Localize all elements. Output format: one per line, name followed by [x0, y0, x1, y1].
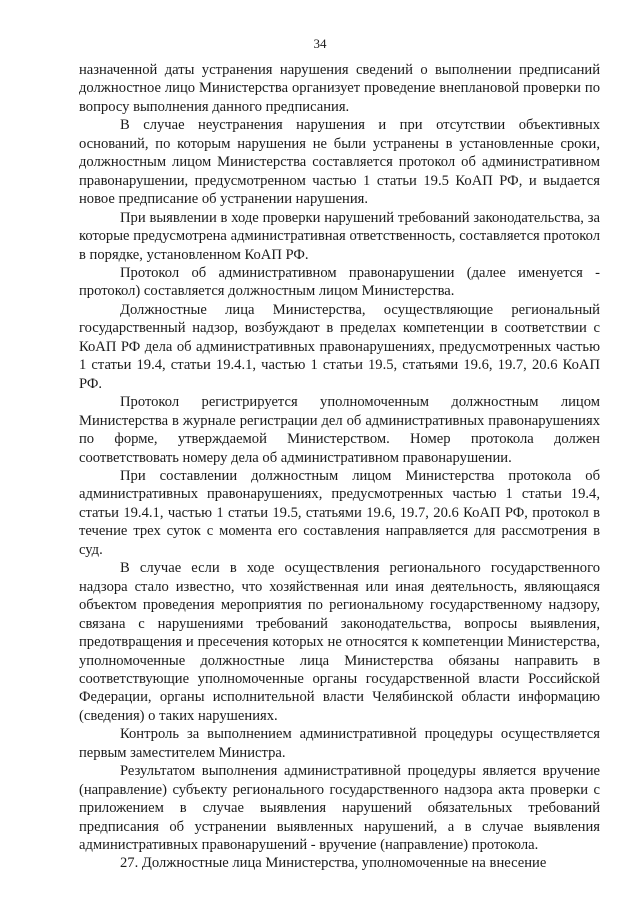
- paragraph-protocol-registration: Протокол регистрируется уполномоченным должностным лицом Министерства в журнале регистрации дел об административных правонарушениях по форме, утверждаемой Министерством. Номер протокола должен соответствовать номеру дела об административном правонарушении.: [79, 394, 600, 466]
- paragraph-protocol-definition: Протокол об административном правонарушении (далее именуется - протокол) составляется должностным лицом Министерства.: [79, 264, 600, 300]
- paragraph-non-elimination: В случае неустранения нарушения и при отсутствии объективных оснований, по которым нарушения не были устранены в установленные сроки, должностным лицом Министерства составляется протокол об административном правонарушении, предусмотренном частью 1 статьи 19.5 КоАП РФ, и выдается новое предписание об устранении нарушения.: [79, 117, 600, 208]
- paragraph-officials-initiate-cases: Должностные лица Министерства, осуществляющие региональный государственный надзор, возбуждают в пределах компетенции в соответствии с КоАП РФ дела об административных правонарушениях, предусмотренных частью 1 статьи 19.4, статьи 19.4.1, частью 1 статьи 19.5, статьями 19.6, 19.7, 20.6 КоАП РФ.: [79, 301, 600, 392]
- paragraph-other-authorities: В случае если в ходе осуществления регионального государственного надзора стало известно, что хозяйственная или иная деятельность, являющаяся объектом проведения мероприятия по региональному государственному надзору, связана с нарушениями требований законодательства, вопросы выявления, предотвращения и пресечения которых не относятся к компетенции Министерства, уполномоченные должностные лица Министерства обязаны направить в соответствующие уполномоченные органы государственной власти Российской Федерации, органы исполнительной власти Челябинской области информацию (сведения) о таких нарушениях.: [79, 560, 600, 724]
- page-number: 34: [313, 36, 327, 51]
- paragraph-item-27: 27. Должностные лица Министерства, уполномоченные на внесение: [120, 855, 547, 872]
- document-body: [79, 61, 600, 873]
- paragraph-result: Результатом выполнения административной процедуры является вручение (направление) субъекту регионального государственного надзора акта проверки с приложением в случае выявления нарушений обязательных требований предписания об устранении выявленных нарушений, а в случае выявления административных правонарушений - вручение (направление) протокола.: [79, 763, 600, 854]
- paragraph-continuation: назначенной даты устранения нарушения сведений о выполнении предписаний должностное лицо Министерства организует проведение внеплановой проверки по вопросу выполнения данного предписания.: [79, 62, 600, 115]
- paragraph-violations-detected: При выявлении в ходе проверки нарушений требований законодательства, за которые предусмотрена административная ответственность, составляется протокол в порядке, установленном КоАП РФ.: [79, 209, 600, 263]
- paragraph-control: Контроль за выполнением административной процедуры осуществляется первым заместителем Министра.: [79, 726, 600, 761]
- paragraph-protocol-to-court: При составлении должностным лицом Министерства протокола об административных правонарушениях, предусмотренных частью 1 статьи 19.4, статьи 19.4.1, частью 1 статьи 19.5, статьями 19.6, 19.7, 20.6 КоАП РФ, протокол в течение трех суток с момента его составления направляется для рассмотрения в суд.: [79, 467, 600, 558]
